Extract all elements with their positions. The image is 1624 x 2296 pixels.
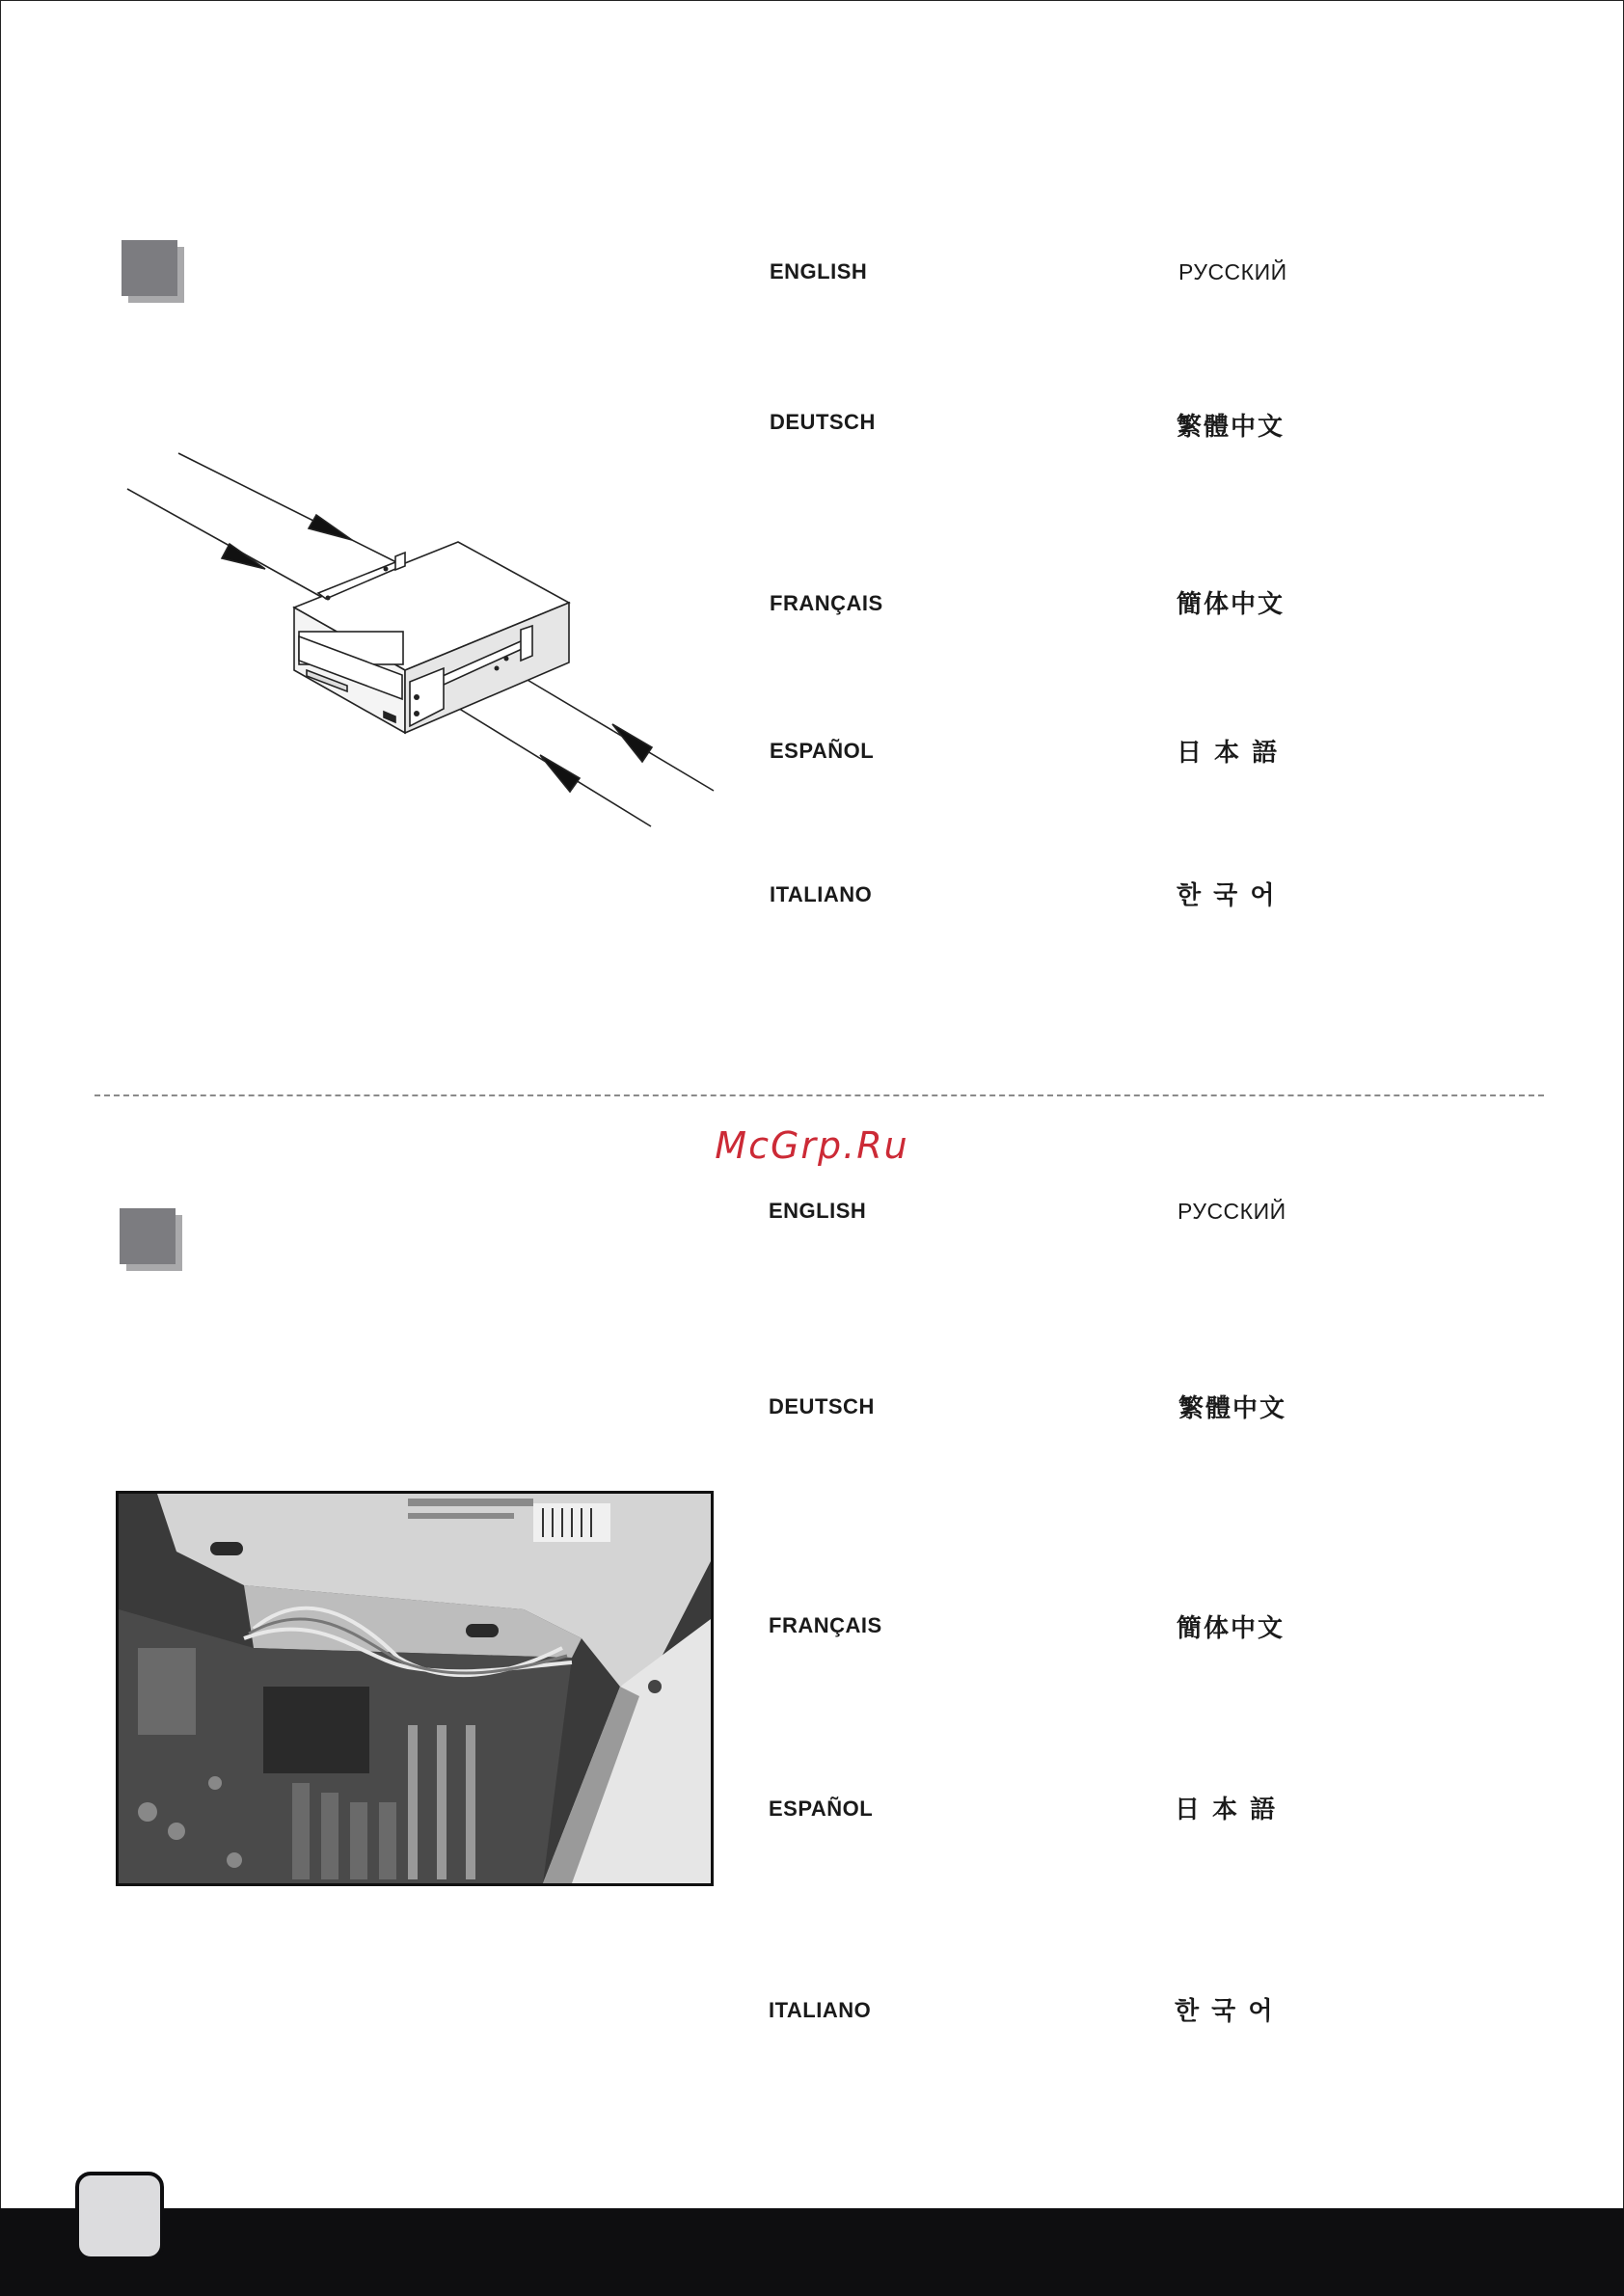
lang-deutsch-2: DEUTSCH <box>769 1394 875 1418</box>
lang-francais-1: FRANÇAIS <box>770 591 883 615</box>
arrow-icon <box>222 544 265 569</box>
lang-korean-2: 한 국 어 <box>1175 1997 1275 2026</box>
lang-japanese-2: 日 本 語 <box>1175 1796 1278 1824</box>
lang-english-1: ENGLISH <box>770 259 868 284</box>
arrow-icon <box>309 515 352 540</box>
lang-trad-chinese-2: 繁體中文 <box>1178 1394 1287 1423</box>
page-number-tab <box>75 2172 164 2260</box>
lang-english-2: ENGLISH <box>769 1199 867 1223</box>
lang-russian-2: РУССКИЙ <box>1177 1199 1286 1224</box>
drive-rails-diagram <box>116 439 733 844</box>
lang-italiano-2: ITALIANO <box>769 1998 872 2022</box>
lang-espanol-1: ESPAÑOL <box>770 739 875 763</box>
lang-francais-2: FRANÇAIS <box>769 1613 882 1637</box>
lang-russian-1: РУССКИЙ <box>1178 259 1287 284</box>
lang-simp-chinese-1: 簡体中文 <box>1177 590 1286 619</box>
footer-bar <box>0 2208 1624 2296</box>
lang-italiano-1: ITALIANO <box>770 882 873 906</box>
lang-korean-1: 한 국 어 <box>1177 881 1277 910</box>
lang-espanol-2: ESPAÑOL <box>769 1796 874 1821</box>
watermark: McGrp.Ru <box>715 1124 909 1167</box>
section-divider <box>95 1094 1544 1096</box>
step-badge-1 <box>122 240 179 298</box>
arrow-icon <box>540 755 580 792</box>
step-badge-2 <box>120 1208 177 1266</box>
lang-deutsch-1: DEUTSCH <box>770 410 876 434</box>
lang-trad-chinese-1: 繁體中文 <box>1177 413 1286 442</box>
lang-japanese-1: 日 本 語 <box>1177 739 1280 768</box>
arrow-icon <box>612 724 652 762</box>
cable-routing-photo <box>116 1491 714 1886</box>
lang-simp-chinese-2: 簡体中文 <box>1177 1614 1286 1643</box>
